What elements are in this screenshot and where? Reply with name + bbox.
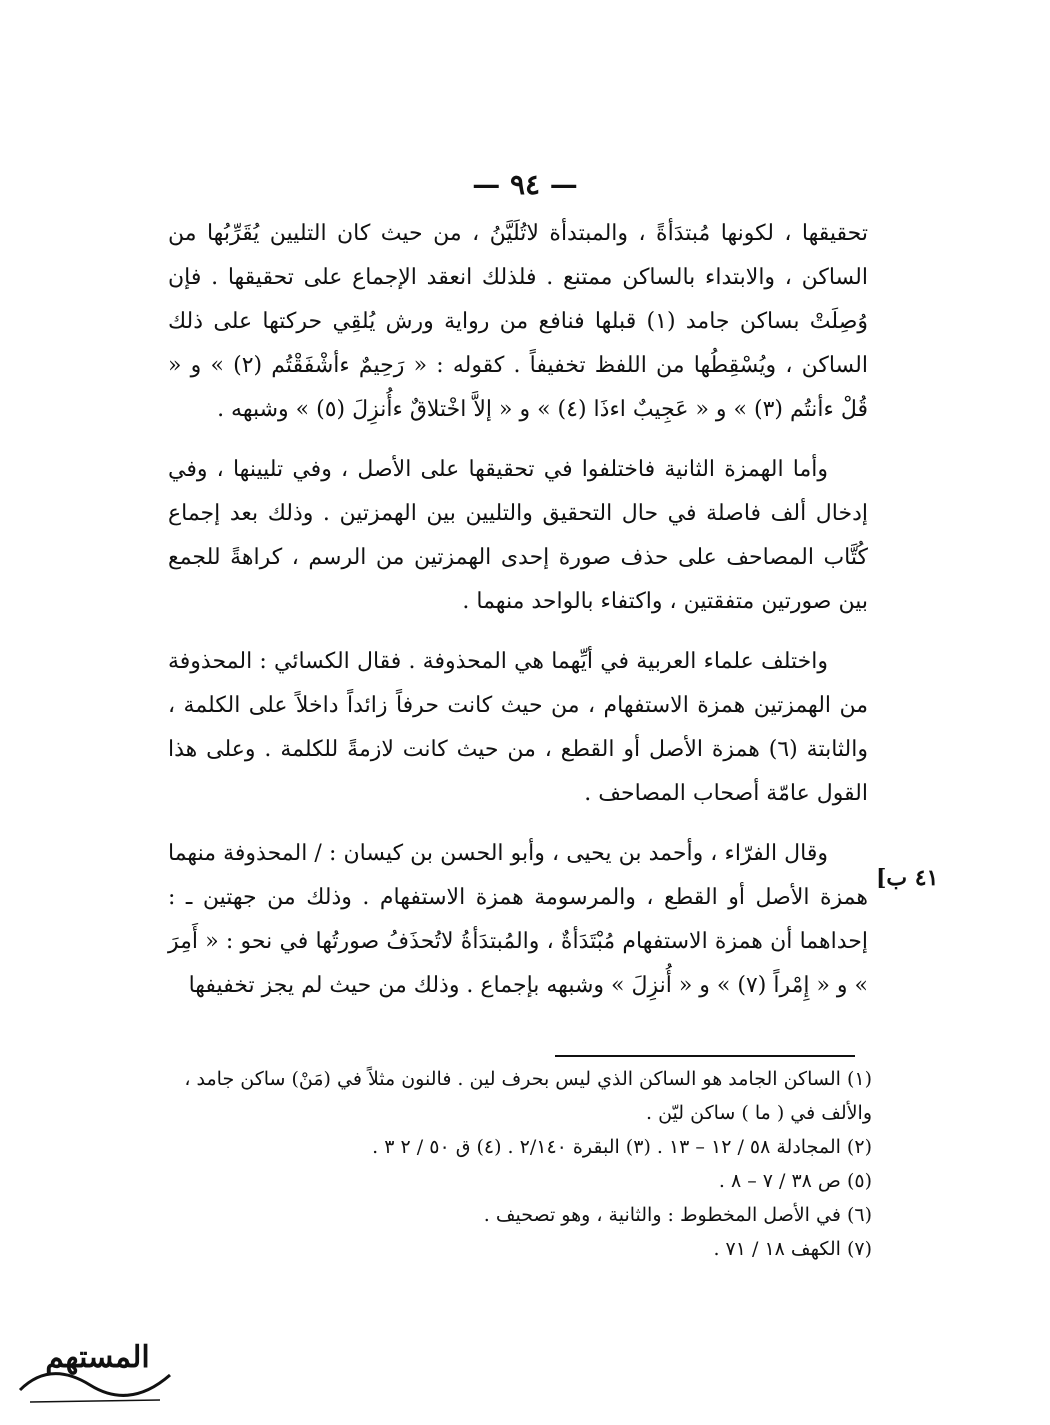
page-number: — ٩٤ —	[472, 168, 578, 201]
footnote-divider	[555, 1055, 855, 1057]
manuscript-folio-ref: ٤١ ب]	[876, 865, 939, 891]
footnote-4: (٦) في الأصل المخطوط : والثانية ، وهو تصحيف .	[483, 1204, 872, 1226]
footnote-1: (١) الساكن الجامد هو الساكن الذي ليس بحرف لين . فالنون مثلاً في (مَنْ) ساكن جامد ، والألف في ( ما ) ساكن ليّن .	[184, 1068, 872, 1124]
paragraph-2: وأما الهمزة الثانية فاختلفوا في تحقيقها على الأصل ، وفي تليينها ، وفي إدخال ألف فاصلة في حال التحقيق والتليين بين الهمزتين . وذلك بعد إجماع كُتَّاب المصاحف على حذف صورة إحدى الهمزتين من الرسم ، كراهةً للجمع بين صورتين متفقتين ، واكتفاء بالواحد منهما .	[168, 457, 868, 614]
footnote-2: (٢) المجادلة ٥٨ / ١٢ – ١٣ . (٣) البقرة ٢/١٤٠ . (٤) ق ٥٠ / ٢ ٣ .	[372, 1136, 872, 1158]
paragraph-4: وقال الفرّاء ، وأحمد بن يحيى ، وأبو الحسن بن كيسان : / المحذوفة منهما همزة الأصل أو القطع ، والمرسومة همزة الاستفهام . وذلك من جهتين ـ : إحداهما أن همزة الاستفهام مُبْتَدَأةٌ ، والمُبتدَأةُ لاتُحذَفُ صورتُها في نحو : « أَمِرَ » و « إِمْراً (٧) » و « أُنزِلَ » وشبهه بإجماع . وذلك من حيث لم يجز تخفيفها	[168, 841, 868, 998]
footnote-5: (٧) الكهف ١٨ / ٧١ .	[713, 1238, 872, 1260]
footnotes	[160, 1062, 872, 1266]
stamp-text: المستهم	[45, 1340, 150, 1375]
main-text	[168, 212, 868, 1024]
library-stamp-logo	[10, 1330, 190, 1420]
paragraph-1: تحقيقها ، لكونها مُبتدَأةً ، والمبتدأة لاتُلَيَّنُ ، من حيث كان التليين يُقَرِّبُها من الساكن ، والابتداء بالساكن ممتنع . فلذلك انعقد الإجماع على تحقيقها . فإن وُصِلَتْ بساكن جامد (١) قبلها فنافع من رواية ورش يُلقِي حركتها على ذلك الساكن ، ويُسْقِطُها من اللفظ تخفيفاً . كقوله : « رَحِيمٌ ءأشْفَقْتُم (٢) » و « قُلْ ءأنتُم (٣) » و « عَجِيبٌ اءذَا (٤) » و « إلاَّ اخْتلاقٌ ءأُنزِلَ (٥) » وشبهه .	[168, 221, 869, 422]
paragraph-3: واختلف علماء العربية في أيِّهما هي المحذوفة . فقال الكسائي : المحذوفة من الهمزتين همزة الاستفهام ، من حيث كانت حرفاً زائداً داخلاً على الكلمة ، والثابتة (٦) همزة الأصل أو القطع ، من حيث كانت لازمةً للكلمة . وعلى هذا القول عامّة أصحاب المصاحف .	[168, 649, 868, 806]
footnote-3: (٥) ص ٣٨ / ٧ – ٨ .	[718, 1170, 872, 1192]
